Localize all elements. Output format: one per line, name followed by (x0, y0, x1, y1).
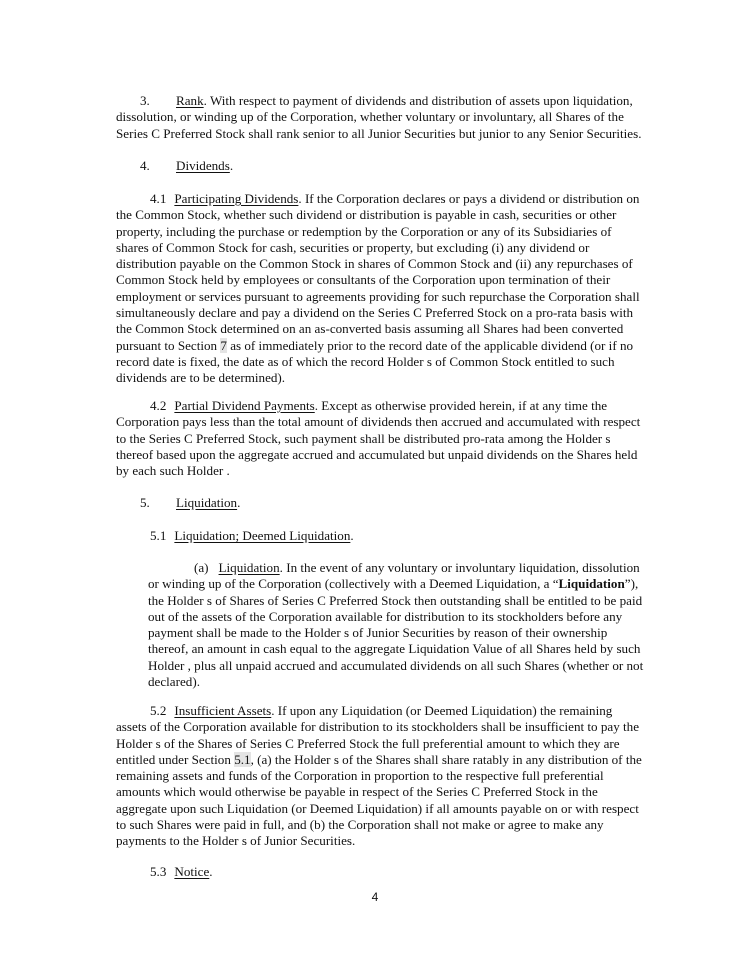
text-line: dissolution, or winding up of the Corporation, whether voluntary or involuntary, all Shares of the (116, 109, 624, 125)
section-number: 3. (140, 93, 150, 108)
text-run: . (237, 495, 241, 510)
text-line (116, 191, 656, 207)
section-heading: Liquidation (176, 495, 238, 510)
text-run: . With respect to payment of dividends and distribution of assets upon liquidation, (203, 93, 633, 108)
text-line: Corporation pays less than the total amount of dividends then accrued and accumulated with respect (116, 414, 641, 430)
text-line (116, 752, 656, 768)
section-number: 5.3 (150, 864, 167, 879)
text-line (116, 864, 656, 880)
text-line: simultaneously declare and pay a dividend on the Series C Preferred Stock on a pro-rata basis with (116, 305, 634, 321)
text-line: Holder , plus all unpaid accrued and accumulated dividends on all such Shares (whether or not (148, 657, 644, 673)
section-heading: Dividends (176, 158, 230, 173)
text-line (116, 703, 656, 719)
text-line: shares of Common Stock for cash, securities or property, but excluding (i) any dividend or (116, 239, 590, 255)
text-line: Series C Preferred Stock shall rank senior to all Junior Securities but junior to any Senior Securities. (116, 125, 642, 141)
text-line (148, 560, 668, 576)
text-line: record date is fixed, the date as of which the record Holder s of Common Stock entitled to such (116, 353, 615, 369)
section-reference-link[interactable]: 5.1 (234, 751, 251, 767)
text-line: employment or services pursuant to agreements providing for such repurchase the Corporation shall (116, 288, 640, 304)
text-line: amounts which would otherwise be payable in respect of the Series C Preferred Stock in the (116, 784, 598, 800)
text-line: the Holder s of Shares of Series C Preferred Stock then outstanding shall be entitled to be paid (148, 592, 643, 608)
section-5-2-insufficient-assets (116, 703, 656, 850)
section-3-rank (116, 93, 656, 142)
section-number: 5.2 (150, 703, 167, 718)
section-number: (a) (194, 560, 209, 575)
text-run: . (350, 528, 354, 543)
text-line: the Common Stock determined on an as-converted basis assuming all Shares had been converted (116, 321, 624, 337)
section-heading: Liquidation (218, 560, 280, 575)
section-number: 4. (140, 158, 150, 173)
text-line (116, 338, 656, 354)
text-run: as of immediately prior to the record date of the applicable dividend (or if no (226, 337, 634, 353)
text-line: by each such Holder . (116, 463, 230, 479)
section-heading: Notice (174, 864, 210, 879)
section-heading: Participating Dividends (174, 191, 299, 206)
text-line: Common Stock held by employees or consultants of the Corporation upon termination of their (116, 272, 611, 288)
text-run: pursuant to Section (116, 337, 221, 353)
section-reference-link[interactable]: 7 (220, 337, 227, 353)
text-run: ”), (624, 576, 639, 592)
section-heading: Rank (176, 93, 204, 108)
section-heading: Liquidation; Deemed Liquidation (174, 528, 351, 543)
section-number: 5.1 (150, 528, 167, 543)
text-run: . If upon any Liquidation (or Deemed Liquidation) the remaining (271, 703, 613, 718)
text-line (116, 495, 656, 511)
text-line (116, 93, 656, 109)
section-number: 4.2 (150, 398, 167, 413)
text-line: thereof based upon the aggregate accrued and accumulated but unpaid dividends on the Shares held (116, 446, 638, 462)
section-5-1-a-liquidation (148, 560, 668, 690)
text-line: declared). (148, 674, 200, 690)
text-line: remaining assets and funds of the Corporation in proportion to the respective full preferential (116, 768, 604, 784)
text-line: thereof, an amount in cash equal to the aggregate Liquidation Value of all Shares held by such (148, 641, 641, 657)
section-5-3-heading (116, 864, 656, 880)
text-line (116, 158, 656, 174)
text-line: Holder s of the Shares of Series C Preferred Stock the full preferential amount to which they are (116, 735, 620, 751)
section-number: 4.1 (150, 191, 167, 206)
section-5-heading (116, 495, 656, 511)
text-run: . If the Corporation declares or pays a dividend or distribution on (298, 191, 640, 206)
text-run: entitled under Section (116, 751, 235, 767)
text-line: out of the assets of the Corporation available for distribution to its stockholders before any (148, 608, 623, 624)
section-heading: Insufficient Assets (174, 703, 272, 718)
section-4-2-partial-dividend-payments (116, 398, 656, 479)
text-line: dividends are to be determined). (116, 370, 286, 386)
section-4-1-participating-dividends (116, 191, 656, 387)
section-heading: Partial Dividend Payments (174, 398, 315, 413)
text-line: assets of the Corporation available for distribution to its stockholders shall be insufficient to pay the (116, 719, 640, 735)
text-line: the Common Stock, whether such dividend or distribution is payable in cash, securities or other (116, 207, 617, 223)
page-number: 4 (371, 890, 379, 904)
section-4-heading (116, 158, 656, 174)
text-line (116, 398, 656, 414)
text-line: distribution payable on the Common Stock in shares of Common Stock and (ii) any repurchases of (116, 256, 633, 272)
text-run: . Except as otherwise provided herein, if at any time the (314, 398, 608, 413)
defined-term: Liquidation (558, 576, 625, 592)
text-line: payment shall be made to the Holder s of Junior Securities by reason of their ownership (148, 625, 608, 641)
text-run: or winding up of the Corporation (collectively with a Deemed Liquidation, a “ (148, 576, 559, 592)
text-line (116, 528, 656, 544)
section-number: 5. (140, 495, 150, 510)
text-line: aggregate upon such Liquidation (or Deemed Liquidation) if all amounts payable on or with respect (116, 800, 639, 816)
text-line: to such Shares were paid in full, and (b) the Corporation shall not make or agree to make any (116, 817, 604, 833)
text-run: . (229, 158, 234, 173)
text-line: to the Series C Preferred Stock, such payment shall be distributed pro-rata among the Holder s (116, 430, 611, 446)
text-line: property, including the purchase or redemption by the Corporation or any of its Subsidiaries of (116, 223, 612, 239)
text-run: , (a) the Holder s of the Shares shall share ratably in any distribution of the (250, 751, 642, 767)
section-5-1-heading (116, 528, 656, 544)
text-line: payments to the Holder s of Junior Securities. (116, 833, 356, 849)
text-run: . (209, 864, 213, 879)
text-run: . In the event of any voluntary or involuntary liquidation, dissolution (279, 560, 640, 575)
text-line (148, 576, 668, 592)
